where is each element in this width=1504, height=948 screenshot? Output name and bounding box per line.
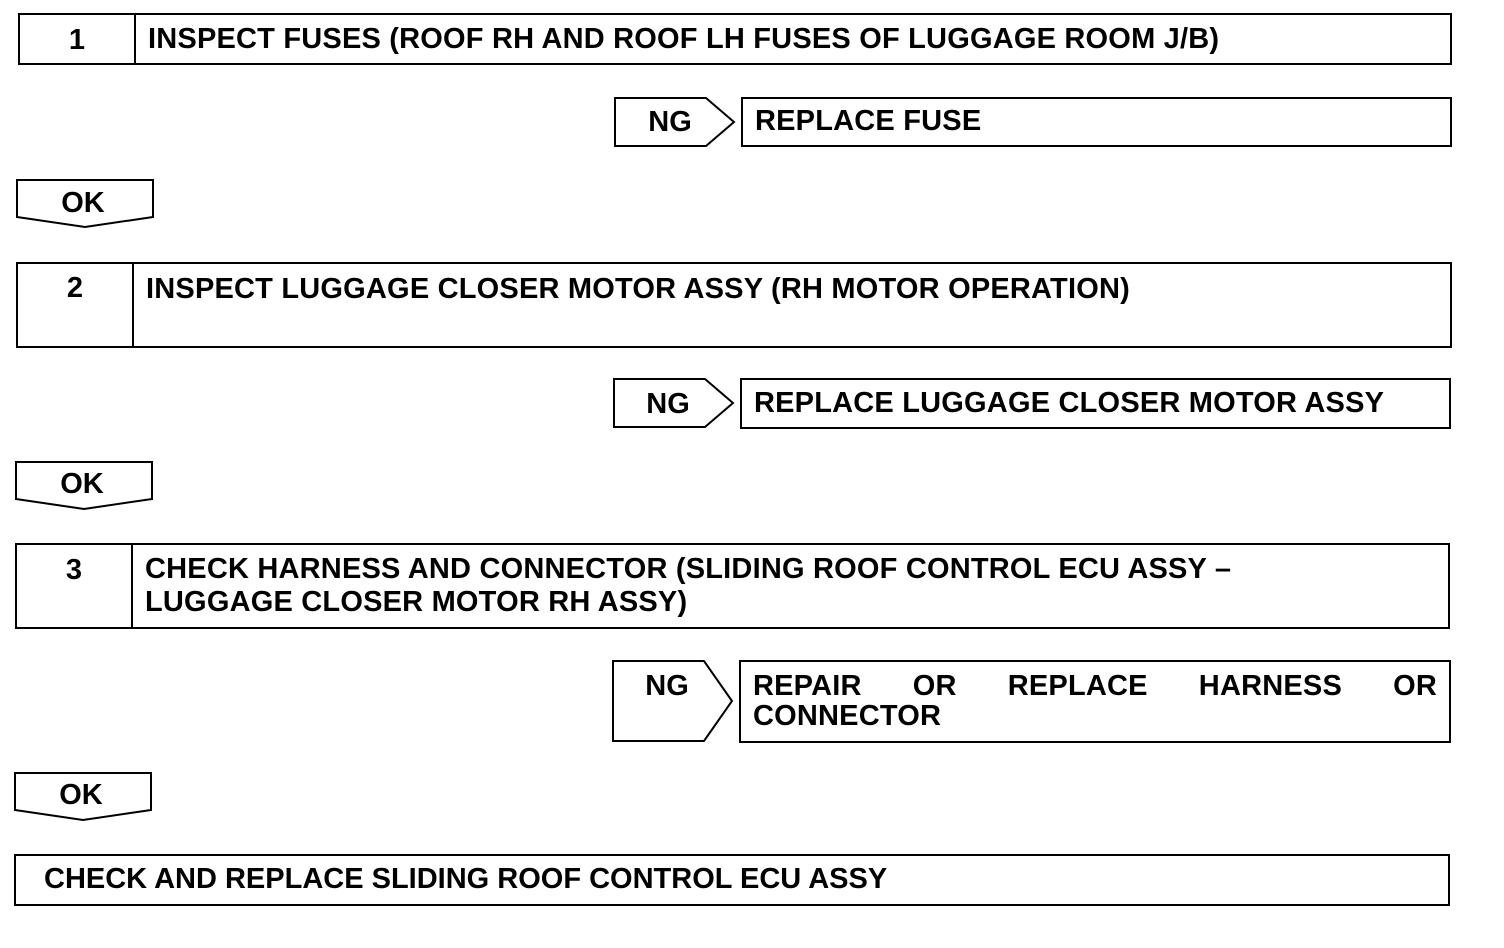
ng-action-word: OR [1393, 670, 1437, 702]
step-2-box [16, 262, 1452, 348]
step-3-title-line-1: CHECK HARNESS AND CONNECTOR (SLIDING ROOF CONTROL ECU ASSY – [145, 553, 1232, 585]
step-1-ok-label: OK [61, 187, 105, 219]
step-3-ok-label: OK [59, 779, 103, 811]
step-3-ng-action-line-1 [753, 671, 1437, 701]
step-3-number: 3 [17, 545, 133, 627]
step-3-box [15, 543, 1450, 629]
step-2-ng-action-box [740, 378, 1451, 429]
step-2-title: INSPECT LUGGAGE CLOSER MOTOR ASSY (RH MOTOR OPERATION) [146, 273, 1130, 305]
step-3-title-line-2: LUGGAGE CLOSER MOTOR RH ASSY) [145, 586, 688, 618]
ng-action-word: REPAIR [753, 670, 862, 702]
final-action: CHECK AND REPLACE SLIDING ROOF CONTROL ECU ASSY [44, 863, 888, 895]
step-2-ng-action: REPLACE LUGGAGE CLOSER MOTOR ASSY [754, 387, 1385, 419]
step-3-ng-action [753, 671, 1437, 731]
ng-action-word: REPLACE [1007, 670, 1148, 702]
step-3-title [145, 553, 1438, 619]
step-3-ng-label: NG [645, 670, 689, 702]
step-2-number: 2 [18, 264, 134, 346]
step-2-ok-label: OK [60, 468, 104, 500]
step-1-title: INSPECT FUSES (ROOF RH AND ROOF LH FUSES OF LUGGAGE ROOM J/B) [148, 23, 1220, 55]
final-action-box [14, 854, 1450, 906]
step-1-box [18, 13, 1452, 65]
step-3-ng-action-line-2: CONNECTOR [753, 700, 942, 732]
step-2-ng-label: NG [646, 388, 690, 420]
ng-action-word: OR [912, 670, 957, 702]
step-1-ng-label: NG [648, 106, 692, 138]
step-1-ng-action-box [741, 97, 1452, 147]
step-1-number: 1 [20, 15, 136, 63]
ng-action-word: HARNESS [1198, 670, 1342, 702]
step-1-ng-action: REPLACE FUSE [755, 105, 982, 137]
step-3-ng-action-box [739, 660, 1451, 743]
